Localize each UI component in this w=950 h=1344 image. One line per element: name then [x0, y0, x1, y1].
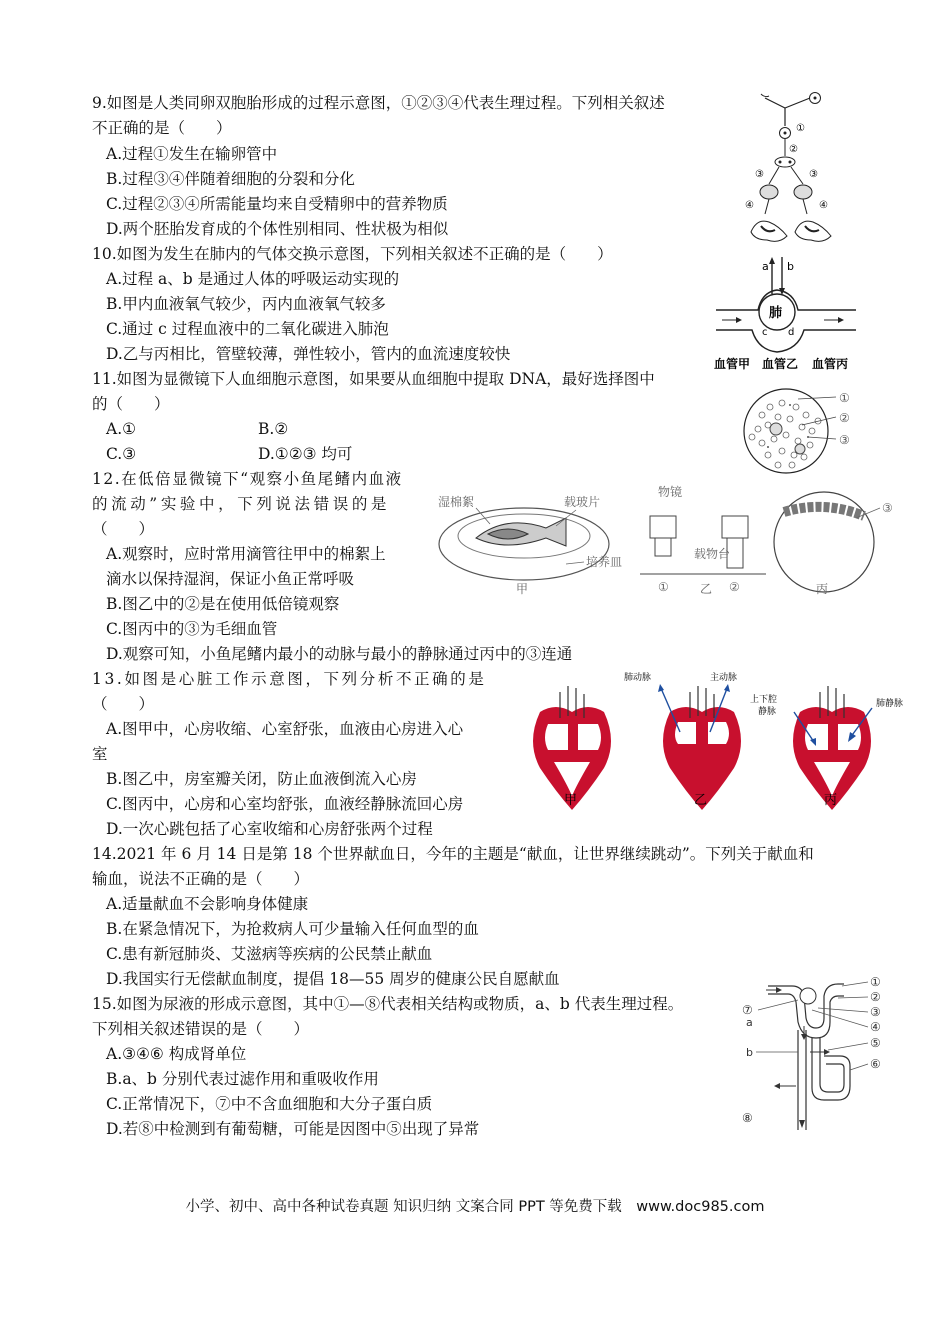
twins-label-1: ①	[796, 123, 805, 134]
q9-option-d: D.两个胚胎发育成的个体性别相同、性状极为相似	[106, 220, 449, 238]
q12-option-b: B.图乙中的②是在使用低倍镜观察	[106, 595, 340, 613]
stage-label: 载物台	[694, 547, 731, 561]
q9-stem-line1: 9.如图是人类同卵双胞胎形成的过程示意图，①②③④代表生理过程。下列相关叙述	[92, 94, 665, 112]
q11-option-c: C.③	[106, 445, 137, 463]
pulmonary-vein-label: 肺静脉	[876, 699, 904, 709]
q15-option-c: C.正常情况下，⑦中不含血细胞和大分子蛋白质	[106, 1095, 433, 1113]
blood-label-1: ①	[839, 391, 850, 405]
q9-option-b: B.过程③④伴随着细胞的分裂和分化	[106, 170, 355, 188]
twins-label-4-right: ④	[819, 200, 828, 211]
heart-yi	[624, 672, 741, 810]
lung-label-c: c	[762, 327, 768, 338]
q15-option-b: B.a、b 分别代表过滤作用和重吸收作用	[106, 1070, 379, 1088]
heart-jia	[533, 686, 611, 810]
nephron-label-4: ④	[870, 1020, 881, 1034]
twins-label-4-left: ④	[745, 200, 754, 211]
q13-option-b: B.图乙中，房室瓣关闭，防止血液倒流入心房	[106, 770, 417, 788]
q12-stem-line2: 的流动”实验中，下列说法错误的是	[92, 495, 391, 513]
cotton-label: 湿棉絮	[438, 495, 475, 509]
objective-label: 物镜	[658, 485, 683, 499]
q10-option-d: D.乙与丙相比，管壁较薄，弹性较小，管内的血流速度较快	[106, 345, 511, 363]
q12-stem-line3: （ ）	[92, 520, 155, 538]
heart-cycle-figure	[520, 672, 910, 812]
vena-cava-label-1: 上下腔	[750, 695, 778, 705]
q15-stem-line1: 15.如图为尿液的形成示意图，其中①—⑧代表相关结构或物质，a、b 代表生理过程。	[92, 995, 684, 1013]
q13-stem-line1: 13.如图是心脏工作示意图，下列分析不正确的是	[92, 670, 487, 688]
q9-stem-line2: 不正确的是（ ）	[92, 119, 232, 137]
objective-1-label: ①	[658, 580, 669, 594]
q14-option-d: D.我国实行无偿献血制度，提倡 18—55 周岁的健康公民自愿献血	[106, 970, 560, 988]
q12-option-d: D.观察可知，小鱼尾鳍内最小的动脉与最小的静脉通过丙中的③连通	[106, 645, 573, 663]
lung-label-b: b	[787, 260, 794, 273]
nephron-label-6: ⑥	[870, 1057, 881, 1071]
q14-stem-line1: 14.2021 年 6 月 14 日是第 18 个世界献血日，今年的主题是“献血，让世界继续跳动”。下列关于献血和	[92, 845, 814, 863]
q13-stem-line2: （ ）	[92, 695, 155, 713]
twins-label-2: ②	[789, 144, 798, 155]
fish-tail-experiment-figure	[436, 478, 900, 598]
q10-option-b: B.甲内血液氧气较少，丙内血液氧气较多	[106, 295, 386, 313]
vessel-c-label: 血管丙	[812, 357, 849, 371]
q15-option-d: D.若⑧中检测到有葡萄糖，可能是因图中⑤出现了异常	[106, 1120, 480, 1138]
dish-label: 培养皿	[586, 555, 623, 569]
panel-yi-label: 乙	[700, 582, 713, 596]
nephron-label-5: ⑤	[870, 1036, 881, 1050]
q12-option-a-line2: 滴水以保持湿润，保证小鱼正常呼吸	[106, 570, 355, 588]
q15-option-a: A.③④⑥ 构成肾单位	[106, 1045, 247, 1063]
q9-option-c: C.过程②③④所需能量均来自受精卵中的营养物质	[106, 195, 448, 213]
panel-bing-label: 丙	[816, 582, 829, 596]
q12-stem-line1: 12.在低倍显微镜下“观察小鱼尾鳍内血液	[92, 470, 403, 488]
q11-option-d: D.①②③ 均可	[258, 445, 353, 463]
q14-option-b: B.在紧急情况下，为抢救病人可少量输入任何血型的血	[106, 920, 479, 938]
heart-yi-label: 乙	[694, 793, 708, 808]
q11-option-a: A.①	[106, 420, 137, 438]
q11-option-b: B.②	[258, 420, 289, 438]
q14-option-a: A.适量献血不会影响身体健康	[106, 895, 309, 913]
q9-option-a: A.过程①发生在输卵管中	[106, 145, 278, 163]
vessel-b-label: 血管乙	[762, 357, 799, 371]
nephron-label-7: ⑦	[742, 1003, 753, 1017]
pulmonary-artery-label: 肺动脉	[624, 673, 652, 683]
blood-cells-figure	[738, 385, 860, 475]
q10-option-a: A.过程 a、b 是通过人体的呼吸运动实现的	[106, 270, 400, 288]
capillary-label: ③	[882, 501, 893, 515]
nephron-label-3: ③	[870, 1005, 881, 1019]
lung-label-alveolus: 肺	[769, 306, 783, 321]
heart-bing-label: 丙	[824, 793, 838, 808]
nephron-label-1: ①	[870, 975, 881, 989]
q14-stem-line2: 输血，说法不正确的是（ ）	[92, 870, 310, 888]
q10-option-c: C.通过 c 过程血液中的二氧化碳进入肺泡	[106, 320, 389, 338]
twins-formation-figure	[745, 84, 840, 252]
heart-bing	[750, 686, 903, 810]
q11-stem-line2: 的（ ）	[92, 395, 170, 413]
nephron-label-8: ⑧	[742, 1111, 753, 1125]
q15-stem-line2: 下列相关叙述错误的是（ ）	[92, 1020, 310, 1038]
blood-label-3: ③	[839, 433, 850, 447]
lung-label-d: d	[788, 327, 795, 338]
q13-option-d: D.一次心跳包括了心室收缩和心房舒张两个过程	[106, 820, 433, 838]
vessel-a-label: 血管甲	[714, 357, 751, 371]
process-label-a: a	[746, 1016, 753, 1029]
q13-option-a-line2: 室	[92, 745, 108, 763]
aorta-label: 主动脉	[710, 673, 738, 683]
lung-gas-exchange-figure	[712, 252, 860, 374]
twins-label-3-left: ③	[755, 169, 764, 180]
q13-option-a-line1: A.图甲中，心房收缩、心室舒张，血液由心房进入心	[106, 720, 464, 738]
slide-label: 载玻片	[564, 495, 601, 509]
q14-option-c: C.患有新冠肺炎、艾滋病等疾病的公民禁止献血	[106, 945, 433, 963]
objective-2-label: ②	[729, 580, 740, 594]
twins-label-3-right: ③	[809, 169, 818, 180]
vena-cava-label-2: 静脉	[758, 707, 777, 717]
q12-option-a-line1: A.观察时，应时常用滴管往甲中的棉絮上	[106, 545, 386, 563]
q10-stem: 10.如图为发生在肺内的气体交换示意图，下列相关叙述不正确的是（ ）	[92, 245, 613, 263]
q13-option-c: C.图丙中，心房和心室均舒张，血液经静脉流回心房	[106, 795, 464, 813]
heart-jia-label: 甲	[564, 793, 578, 808]
q11-stem-line1: 11.如图为显微镜下人血细胞示意图，如果要从血细胞中提取 DNA，最好选择图中	[92, 370, 655, 388]
panel-jia-label: 甲	[516, 582, 529, 596]
q12-option-c: C.图丙中的③为毛细血管	[106, 620, 278, 638]
process-label-b: b	[746, 1046, 753, 1059]
lung-label-a: a	[762, 260, 769, 273]
urine-formation-figure	[738, 970, 886, 1138]
nephron-label-2: ②	[870, 990, 881, 1004]
page-footer: 小学、初中、高中各种试卷真题 知识归纳 文案合同 PPT 等免费下载 www.doc985.com	[185, 1199, 765, 1215]
blood-label-2: ②	[839, 411, 850, 425]
